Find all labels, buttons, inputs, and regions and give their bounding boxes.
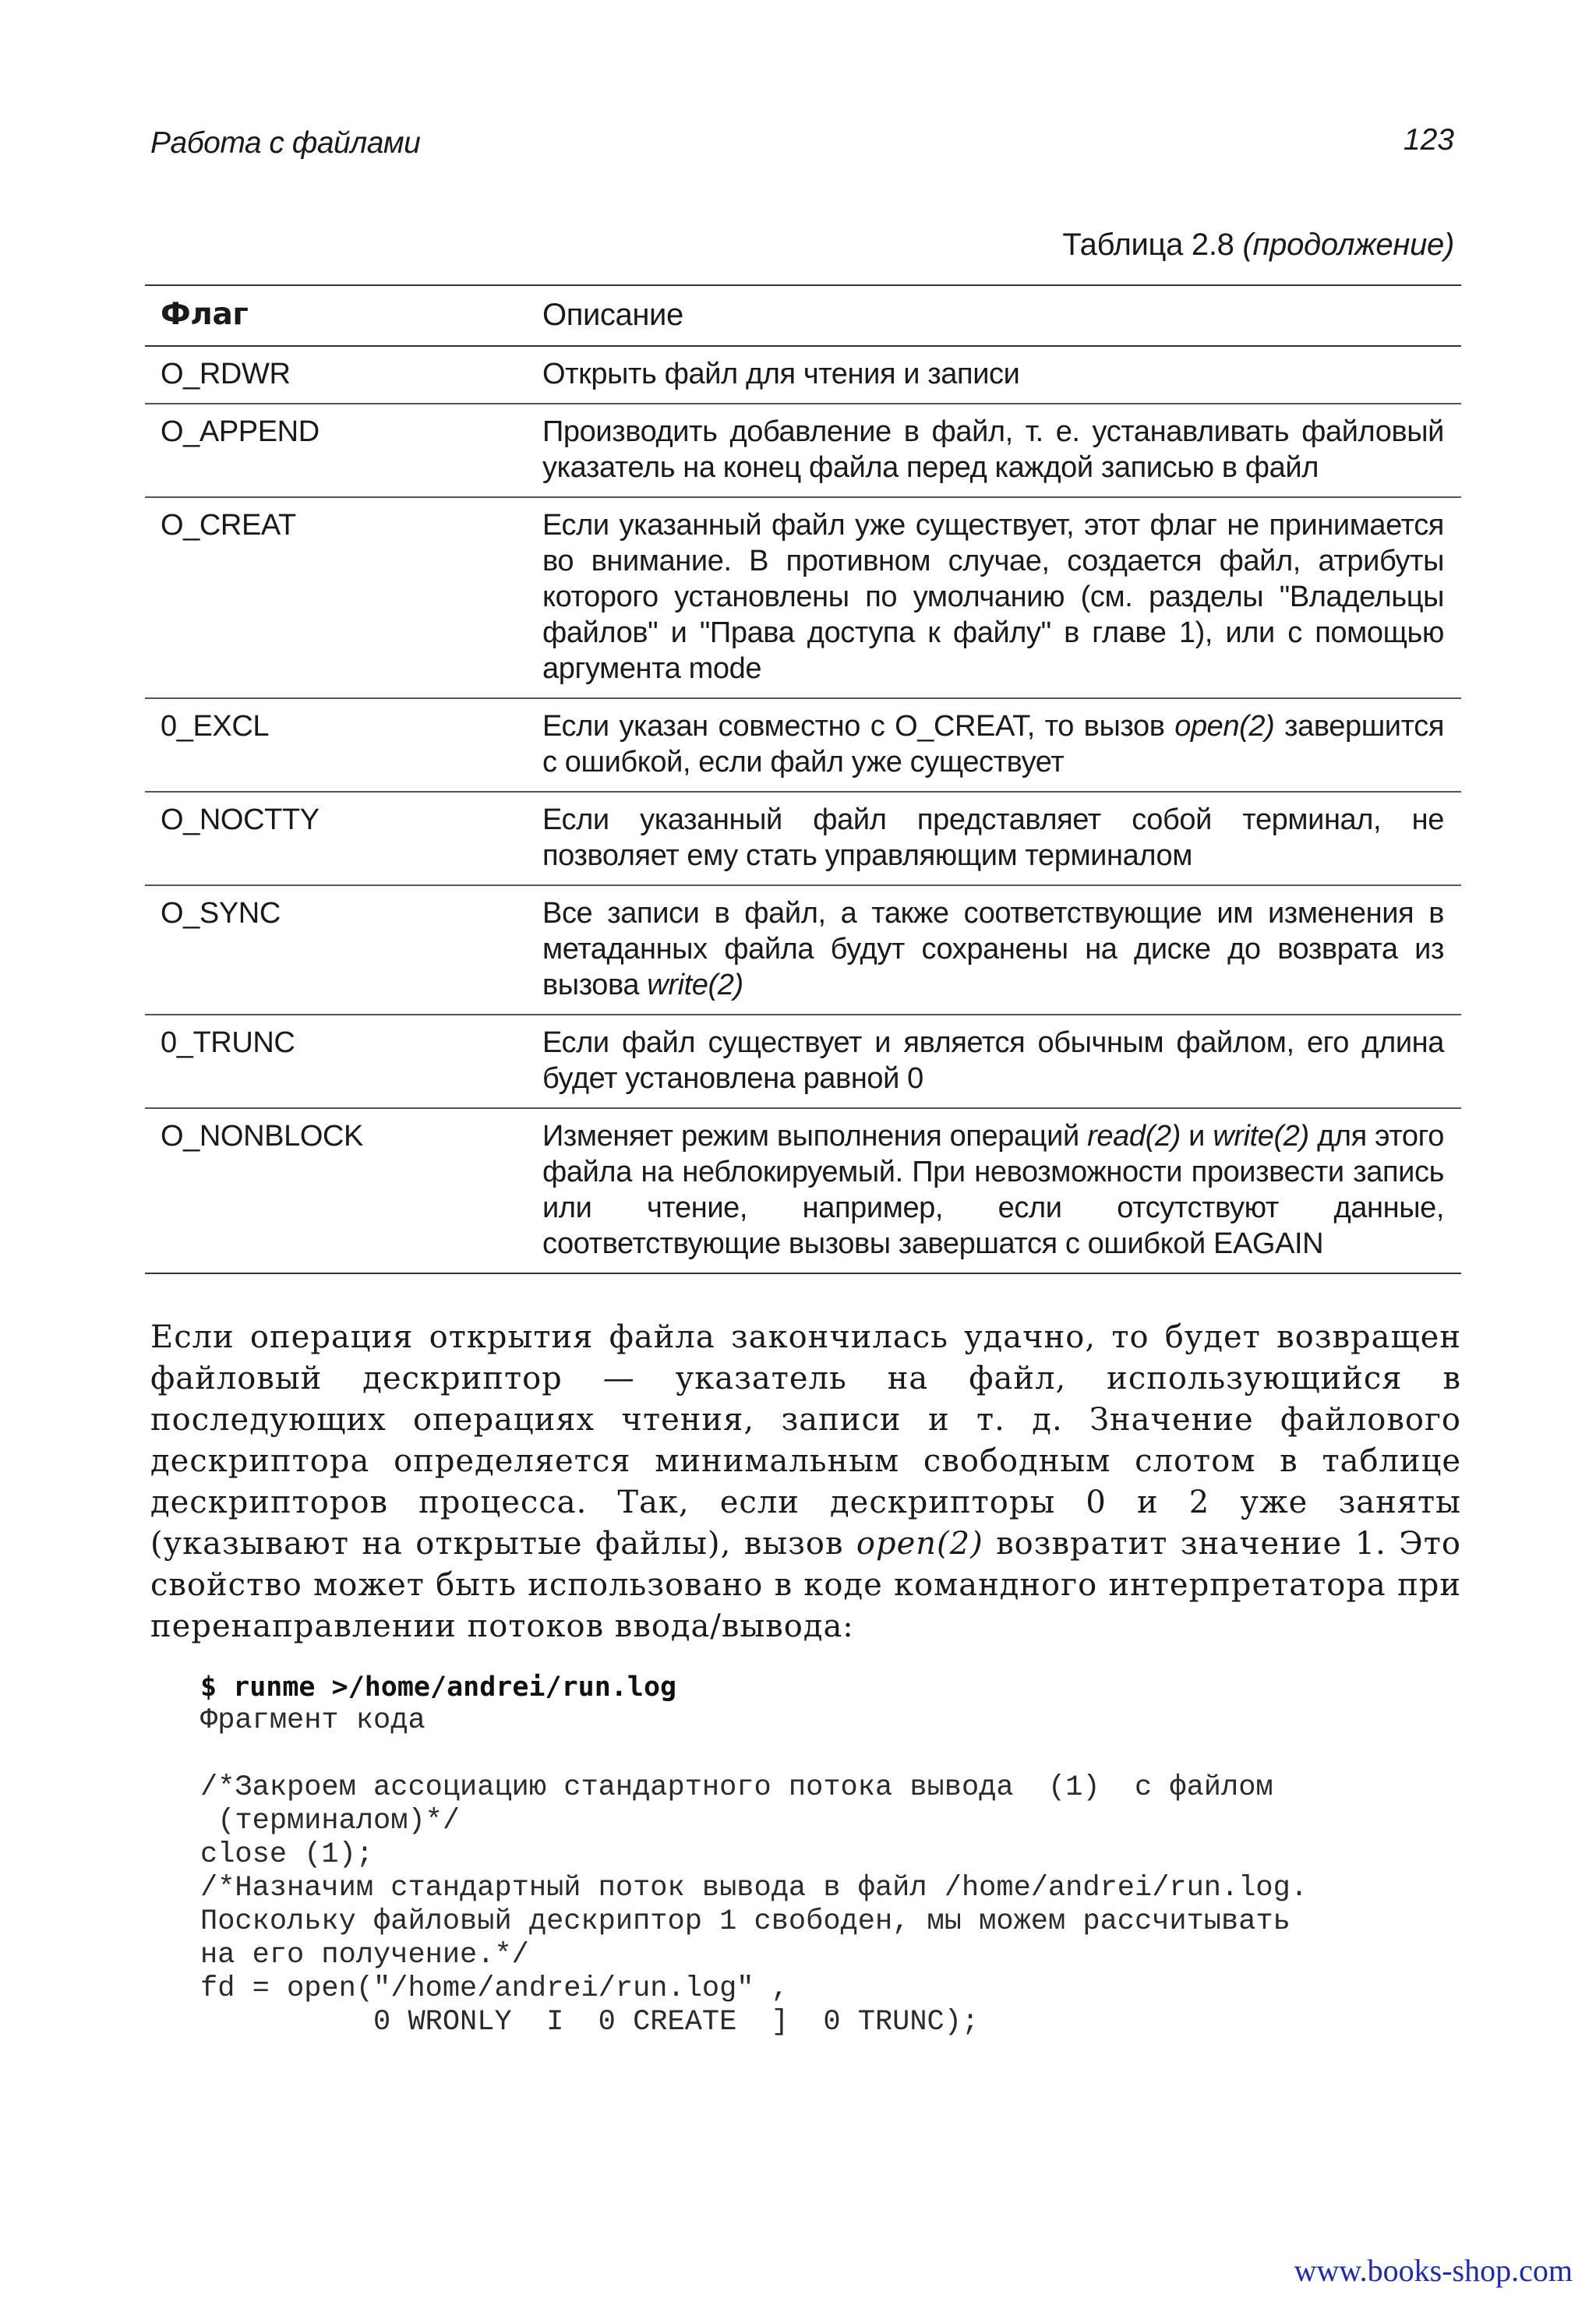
description-text: Если указан совместно с O_CREAT, то вызов: [542, 710, 1175, 743]
code-line: на его получение.*/: [200, 1939, 529, 1972]
description-cell: Если указанный файл уже существует, этот флаг не принимается во внимание. В противном случае, создается файл, атрибуты которого установлены по умолчанию (см. разделы "Владельцы файлов" и "Права доступа к файлу" в главе 1), или с помощью аргумента mode: [542, 509, 1444, 685]
table-row: [145, 404, 1461, 497]
paragraph-text: возвратит значение 1. Это свойство может быть использовано в коде командного интерпретатора при перенаправлении потоков ввода/вывода:: [150, 1526, 1461, 1644]
code-line: Фрагмент кода: [200, 1704, 425, 1737]
table-row: [145, 885, 1461, 1015]
body-paragraph: [150, 1317, 1461, 1647]
flag-cell: O_CREAT: [161, 509, 296, 542]
description-text: Все записи в файл, а также соответствующие им изменения в метаданных файла будут сохранены на диске до возврата из вызова: [542, 897, 1444, 1001]
function-reference: open(2): [856, 1526, 983, 1562]
code-line: /*Назначим стандартный поток вывода в файл /home/andrei/run.log.: [200, 1872, 1308, 1905]
table-caption-continuation: (продолжение): [1242, 228, 1454, 262]
description-text: для этого файла на неблокируемый. При невозможности произвести запись или чтение, например, если отсутствуют данные, соответствующие вызовы завершатся с ошибкой EAGAIN: [542, 1120, 1444, 1260]
description-cell: [542, 885, 1461, 1015]
table-row: [145, 1108, 1461, 1273]
description-text: Изменяет режим выполнения операций: [542, 1120, 1088, 1153]
column-header-flag: Флаг: [161, 297, 249, 332]
flag-cell: O_RDWR: [161, 358, 291, 390]
shell-command: $ runme >/home/andrei/run.log: [200, 1672, 677, 1703]
description-text: завершится с ошибкой, если файл уже существует: [542, 710, 1444, 779]
column-header-description: Описание: [542, 298, 683, 332]
flag-cell: O_APPEND: [161, 415, 320, 448]
code-listing: [200, 1671, 1478, 2039]
description-text: и: [1180, 1120, 1213, 1153]
flag-cell: 0_TRUNC: [161, 1026, 295, 1059]
flags-table: [145, 284, 1461, 1274]
table-row: [145, 497, 1461, 698]
description-cell: Если файл существует и является обычным файлом, его длина будет установлена равной 0: [542, 1026, 1444, 1095]
function-reference: read(2): [1087, 1120, 1181, 1153]
code-line: fd = open("/home/andrei/run.log" ,: [200, 1972, 789, 2005]
code-line: Поскольку файловый дескриптор 1 свободен, мы можем рассчитывать: [200, 1905, 1291, 1938]
code-line: 0 WRONLY I 0 CREATE ] 0 TRUNC);: [200, 2006, 980, 2039]
description-cell: [542, 698, 1461, 792]
table-header-row: [145, 285, 1461, 346]
table-row: [145, 1015, 1461, 1108]
watermark-url: www.books-shop.com: [1294, 2253, 1573, 2288]
table-row: [145, 792, 1461, 885]
function-reference: open(2): [1174, 710, 1275, 743]
code-line: (терминалом)*/: [200, 1805, 461, 1838]
description-cell: Открыть файл для чтения и записи: [542, 358, 1020, 390]
page-number: 123: [1403, 123, 1454, 157]
function-reference: write(2): [1213, 1120, 1309, 1153]
flag-cell: O_NOCTTY: [161, 803, 320, 836]
flag-cell: 0_EXCL: [161, 710, 270, 743]
table-row: [145, 698, 1461, 792]
flag-cell: O_NONBLOCK: [161, 1120, 363, 1153]
table-caption-label: Таблица 2.8: [1062, 228, 1234, 262]
description-cell: Если указанный файл представляет собой терминал, не позволяет ему стать управляющим терминалом: [542, 803, 1444, 872]
description-cell: [542, 1108, 1461, 1273]
paragraph-text: Если операция открытия файла закончилась удачно, то будет возвращен файловый дескриптор — указатель на файл, использующийся в последующих операциях чтения, записи и т. д. Значение файлового дескриптора определяется минимальным свободным слотом в таблице дескрипторов процесса. Так, если дескрипторы 0 и 2 уже заняты (указывают на открытые файлы), вызов: [150, 1319, 1461, 1562]
description-cell: Производить добавление в файл, т. е. устанавливать файловый указатель на конец файла перед каждой записью в файл: [542, 415, 1444, 484]
function-reference: write(2): [647, 969, 743, 1001]
flag-cell: O_SYNC: [161, 897, 281, 930]
running-title: Работа с файлами: [150, 126, 421, 160]
code-line: [200, 1738, 1478, 1771]
code-line: close (1);: [200, 1838, 374, 1871]
table-row: [145, 346, 1461, 404]
table-caption: [1062, 228, 1454, 263]
code-line: /*Закроем ассоциацию стандартного потока вывода (1) с файлом: [200, 1771, 1273, 1804]
